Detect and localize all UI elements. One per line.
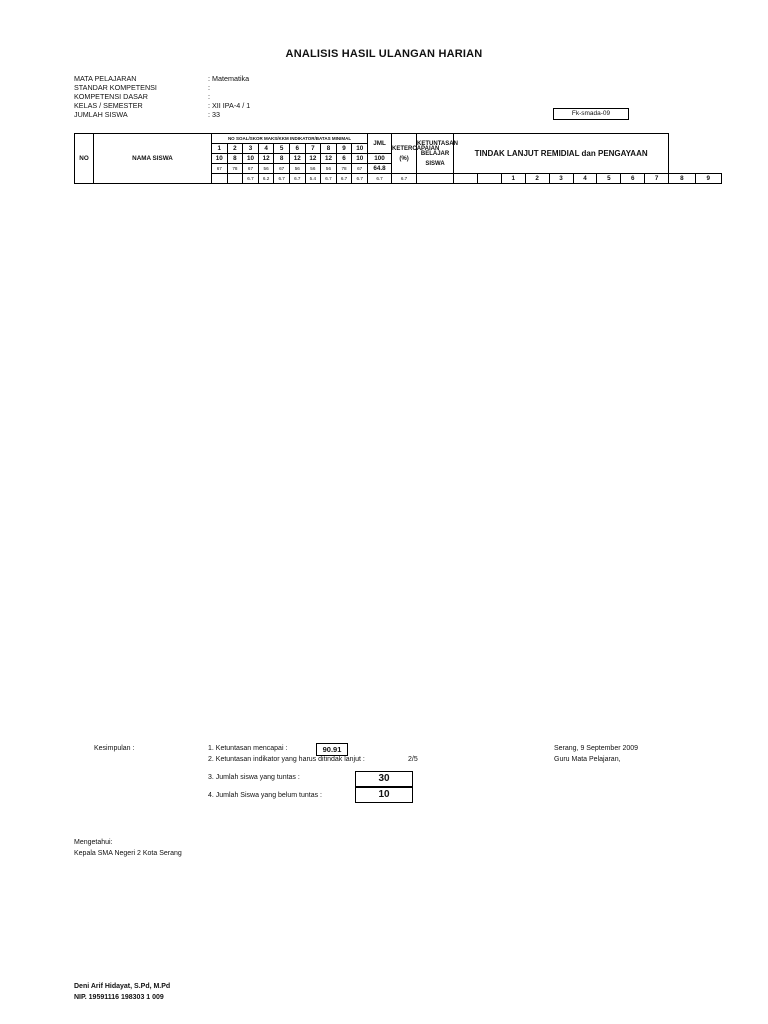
soal-batas-minimal: 6.7 <box>321 174 337 184</box>
soal-batas-minimal: 6.7 <box>243 174 259 184</box>
spacer-cell <box>212 174 228 184</box>
spacer-cell <box>417 174 454 184</box>
soal-kkm: 67 <box>212 164 228 174</box>
soal-number: 5 <box>274 144 290 154</box>
spacer-cell <box>454 174 478 184</box>
tindak-lanjut-number: 8 <box>669 174 695 184</box>
page-title: ANALISIS HASIL ULANGAN HARIAN <box>285 48 483 60</box>
jml-max: 100 <box>368 154 392 164</box>
soal-batas-minimal: 6.2 <box>258 174 274 184</box>
meta-row <box>74 110 328 119</box>
soal-skor-maks: 8 <box>274 154 290 164</box>
kesimpulan-label: Kesimpulan : <box>94 745 135 752</box>
meta-row <box>74 74 328 83</box>
signer-name: Deni Arif Hidayat, S.Pd, M.Pd <box>74 983 171 990</box>
meta-value: : XII IPA-4 / 1 <box>208 101 251 110</box>
soal-number: 9 <box>336 144 352 154</box>
header-soal-caption: NO SOAL/SKOR MAKS/KKM INDIKATOR/BATAS MINIMAL <box>212 134 368 144</box>
soal-batas-minimal: 6.7 <box>392 174 417 184</box>
header-nama: NAMA SISWA <box>94 134 212 184</box>
soal-batas-minimal: 6.7 <box>336 174 352 184</box>
meta-label: KELAS / SEMESTER <box>74 101 143 110</box>
soal-batas-minimal: 6.7 <box>274 174 290 184</box>
soal-number: 8 <box>321 144 337 154</box>
header-no: NO <box>75 134 94 184</box>
tindak-lanjut-number: 4 <box>573 174 597 184</box>
kesimpulan-line-1: 1. Ketuntasan mencapai : <box>208 745 288 752</box>
header-ketuntasan: KETUNTASAN BELAJAR SISWA <box>417 134 454 174</box>
soal-number: 1 <box>212 144 228 154</box>
soal-kkm: 78 <box>227 164 243 174</box>
soal-number: 10 <box>352 144 368 154</box>
meta-value: : <box>208 83 210 92</box>
soal-number: 3 <box>243 144 259 154</box>
soal-skor-maks: 12 <box>305 154 321 164</box>
soal-kkm: 78 <box>336 164 352 174</box>
blm-tuntas-count-box: 10 <box>355 787 413 803</box>
soal-kkm: 67 <box>243 164 259 174</box>
meta-label: STANDAR KOMPETENSI <box>74 83 157 92</box>
meta-label: MATA PELAJARAN <box>74 74 137 83</box>
soal-kkm: 56 <box>321 164 337 174</box>
soal-number: 4 <box>258 144 274 154</box>
analysis-table-part-1 <box>74 133 722 184</box>
soal-batas-minimal: 6.7 <box>352 174 368 184</box>
tindak-lanjut-number: 7 <box>645 174 669 184</box>
kesimpulan-value-2: 2/5 <box>408 756 418 763</box>
signer-nip: NIP. 19591116 198303 1 009 <box>74 994 164 1001</box>
form-code: Fk-smada-09 <box>553 108 629 120</box>
jml-average: 64.8 <box>368 164 392 174</box>
meta-label: KOMPETENSI DASAR <box>74 92 148 101</box>
soal-kkm: 67 <box>352 164 368 174</box>
soal-kkm: 56 <box>258 164 274 174</box>
tindak-lanjut-number: 5 <box>597 174 621 184</box>
header-jml: JML <box>368 134 392 154</box>
sign-place-date: Serang, 9 September 2009 <box>554 745 639 752</box>
soal-batas-minimal: 5.4 <box>305 174 321 184</box>
soal-number: 2 <box>227 144 243 154</box>
soal-batas-minimal: 6.7 <box>289 174 305 184</box>
soal-skor-maks: 10 <box>243 154 259 164</box>
ketuntasan-value-box: 90.91 <box>316 743 348 756</box>
meta-row <box>74 101 328 110</box>
soal-skor-maks: 12 <box>321 154 337 164</box>
tindak-lanjut-number: 3 <box>549 174 573 184</box>
meta-value: : <box>208 92 210 101</box>
tindak-lanjut-number: 9 <box>695 174 721 184</box>
mengetahui-label: Mengetahui: <box>74 839 113 846</box>
kepala-sekolah-label: Kepala SMA Negeri 2 Kota Serang <box>74 850 182 857</box>
meta-row <box>74 92 328 101</box>
soal-number: 7 <box>305 144 321 154</box>
kesimpulan-line-4: 4. Jumlah Siswa yang belum tuntas : <box>208 792 323 799</box>
soal-number: 6 <box>289 144 305 154</box>
meta-info <box>74 74 328 119</box>
soal-skor-maks: 10 <box>212 154 228 164</box>
meta-label: JUMLAH SISWA <box>74 110 128 119</box>
soal-skor-maks: 12 <box>289 154 305 164</box>
meta-value: : Matematika <box>208 74 250 83</box>
header-ketercapaian: KETERCAPAIAN (%) <box>392 134 417 174</box>
soal-skor-maks: 12 <box>258 154 274 164</box>
tindak-lanjut-number: 2 <box>525 174 549 184</box>
soal-kkm: 67 <box>274 164 290 174</box>
soal-skor-maks: 10 <box>352 154 368 164</box>
tindak-lanjut-number: 6 <box>621 174 645 184</box>
soal-batas-minimal: 6.7 <box>368 174 392 184</box>
spacer-cell <box>227 174 243 184</box>
soal-kkm: 56 <box>305 164 321 174</box>
header-tindak-lanjut: TINDAK LANJUT REMIDIAL dan PENGAYAAN <box>454 134 669 174</box>
kesimpulan-line-2: 2. Ketuntasan indikator yang harus ditindak lanjut : <box>208 756 365 763</box>
soal-kkm: 56 <box>289 164 305 174</box>
tuntas-count-box: 30 <box>355 771 413 787</box>
soal-skor-maks: 8 <box>227 154 243 164</box>
soal-skor-maks: 6 <box>336 154 352 164</box>
tindak-lanjut-number: 1 <box>501 174 525 184</box>
kesimpulan-line-3: 3. Jumlah siswa yang tuntas : <box>208 774 300 781</box>
meta-value: : 33 <box>208 110 220 119</box>
spacer-cell <box>477 174 501 184</box>
sign-role: Guru Mata Pelajaran, <box>554 756 621 763</box>
meta-row <box>74 83 328 92</box>
